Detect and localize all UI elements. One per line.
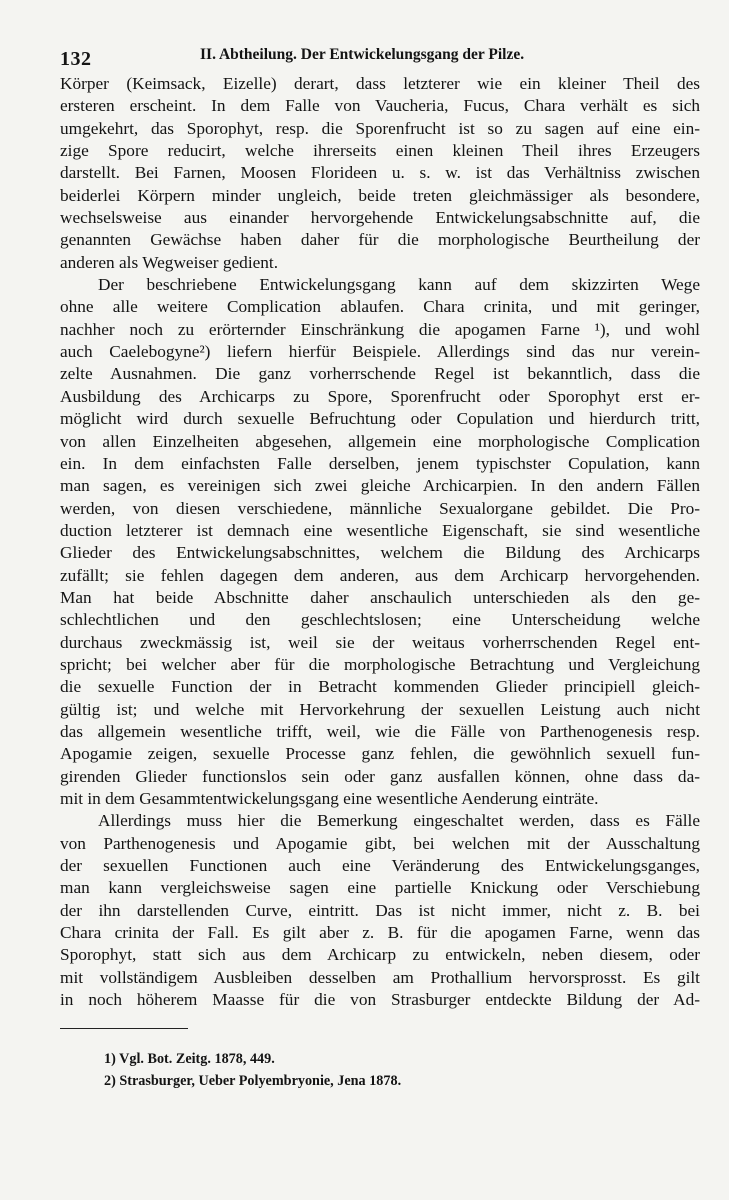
text-line: die sexuelle Function der in Betracht kommenden Glieder principiell gleich- bbox=[60, 677, 700, 697]
text-line: duction letzterer ist demnach eine wesentliche Eigenschaft, sie sind wesentliche bbox=[60, 520, 700, 540]
footnote: 1) Vgl. Bot. Zeitg. 1878, 449. bbox=[104, 1051, 275, 1067]
text-line: nachher noch zu erörternder Einschränkung die apogamen Farne ¹), und wohl bbox=[60, 319, 700, 339]
text-line: Chara crinita der Fall. Es gilt aber z. B. für die apogamen Farne, wenn das bbox=[60, 923, 700, 943]
text-line: Körper (Keimsack, Eizelle) derart, dass letzterer wie ein kleiner Theil des bbox=[60, 74, 700, 93]
text-line: das allgemein wesentliche trifft, weil, wie die Fälle von Parthenogenesis resp. bbox=[60, 721, 700, 741]
text-line: ein. In dem einfachsten Falle derselben, jenem typischster Copulation, kann bbox=[60, 453, 700, 473]
footnote-divider bbox=[60, 1028, 188, 1029]
text-line: zelte Ausnahmen. Die ganz vorherrschende Regel ist bekanntlich, dass die bbox=[60, 364, 700, 384]
text-line: Ausbildung des Archicarps zu Spore, Sporenfrucht oder Sporophyt erst er- bbox=[60, 386, 700, 406]
text-line: werden, von diesen verschiedene, männliche Sexualorgane gebildet. Die Pro- bbox=[60, 498, 700, 518]
text-line: Sporophyt, statt sich aus dem Archicarp zu entwickeln, neben diesem, oder bbox=[60, 945, 700, 965]
text-line: gültig ist; und welche mit Hervorkehrung der sexuellen Leistung auch nicht bbox=[60, 699, 700, 719]
text-line: Glieder des Entwickelungsabschnittes, welchem die Bildung des Archicarps bbox=[60, 543, 700, 563]
text-line: möglicht wird durch sexuelle Befruchtung oder Copulation und hierdurch tritt, bbox=[60, 409, 700, 429]
text-line: Allerdings muss hier die Bemerkung eingeschaltet werden, dass es Fälle bbox=[98, 811, 700, 831]
text-line: spricht; bei welcher aber für die morphologische Betrachtung und Vergleichung bbox=[60, 654, 700, 674]
text-line: zufällt; sie fehlen dagegen dem anderen, aus dem Archicarp hervorgehenden. bbox=[60, 565, 700, 585]
text-line: durchaus zweckmässig ist, weil sie der weitaus vorherrschenden Regel ent- bbox=[60, 632, 700, 652]
text-line: ohne alle weitere Complication ablaufen. Chara crinita, und mit geringer, bbox=[60, 297, 700, 317]
text-line: man sagen, es vereinigen sich zwei gleiche Archicarpien. In den andern Fällen bbox=[60, 476, 700, 496]
text-line: in noch höherem Maasse für die von Strasburger entdeckte Bildung der Ad- bbox=[60, 990, 700, 1010]
text-line: darstellt. Bei Farnen, Moosen Florideen u. s. w. ist das Verhältniss zwischen bbox=[60, 163, 700, 183]
text-line: der ihn darstellenden Curve, eintritt. Das ist nicht immer, nicht z. B. bei bbox=[60, 900, 700, 920]
text-line: ersteren erscheint. In dem Falle von Vaucheria, Fucus, Chara verhält es sich bbox=[60, 96, 700, 116]
page-header bbox=[60, 40, 660, 70]
text-line: von Parthenogenesis und Apogamie gibt, bei welchen mit der Ausschaltung bbox=[60, 833, 700, 853]
text-line: genannten Gewächse haben daher für die morphologische Beurtheilung der bbox=[60, 230, 700, 250]
text-line: anderen als Wegweiser gedient. bbox=[60, 252, 279, 272]
page-number: 132 bbox=[60, 48, 92, 70]
body-text bbox=[60, 73, 700, 1011]
text-line: von allen Einzelheiten abgesehen, allgemein eine morphologische Complication bbox=[60, 431, 700, 451]
text-line: der sexuellen Functionen auch eine Veränderung des Entwickelungsganges, bbox=[60, 856, 700, 876]
text-line: schlechtlichen und den geschlechtslosen; eine Unterscheidung welche bbox=[60, 610, 700, 630]
running-head: II. Abtheilung. Der Entwickelungsgang der Pilze. bbox=[200, 46, 525, 63]
text-line: beiderlei Körpern minder ungleich, beide treten gleichmässiger als besondere, bbox=[60, 185, 700, 205]
text-line: auch Caelebogyne²) liefern hierfür Beispiele. Allerdings sind das nur verein- bbox=[60, 342, 700, 362]
footnote: 2) Strasburger, Ueber Polyembryonie, Jena 1878. bbox=[104, 1073, 402, 1089]
text-line: Apogamie zeigen, sexuelle Processe ganz fehlen, die gewöhnlich sexuell fun- bbox=[60, 744, 700, 764]
text-line: mit in dem Gesammtentwickelungsgang eine wesentliche Aenderung einträte. bbox=[60, 789, 599, 808]
text-line: zige Spore reducirt, welche ihrerseits einen kleinen Theil ihres Erzeugers bbox=[60, 141, 700, 161]
text-line: wechselsweise aus einander hervorgehende Entwickelungsabschnitte auf, die bbox=[60, 208, 700, 228]
footnotes bbox=[104, 1048, 664, 1092]
text-line: mit vollständigem Ausbleiben desselben am Prothallium hervorsprosst. Es gilt bbox=[60, 967, 700, 987]
text-line: girenden Glieder functionslos sein oder ganz ausfallen können, ohne dass da- bbox=[60, 766, 700, 786]
text-line: Man hat beide Abschnitte daher anschaulich unterschieden als den ge- bbox=[60, 587, 700, 607]
text-line: man kann vergleichsweise sagen eine partielle Knickung oder Verschiebung bbox=[60, 878, 700, 898]
text-line: umgekehrt, das Sporophyt, resp. die Sporenfrucht ist so zu sagen auf eine ein- bbox=[60, 118, 700, 138]
text-line: Der beschriebene Entwickelungsgang kann auf dem skizzirten Wege bbox=[98, 275, 700, 295]
